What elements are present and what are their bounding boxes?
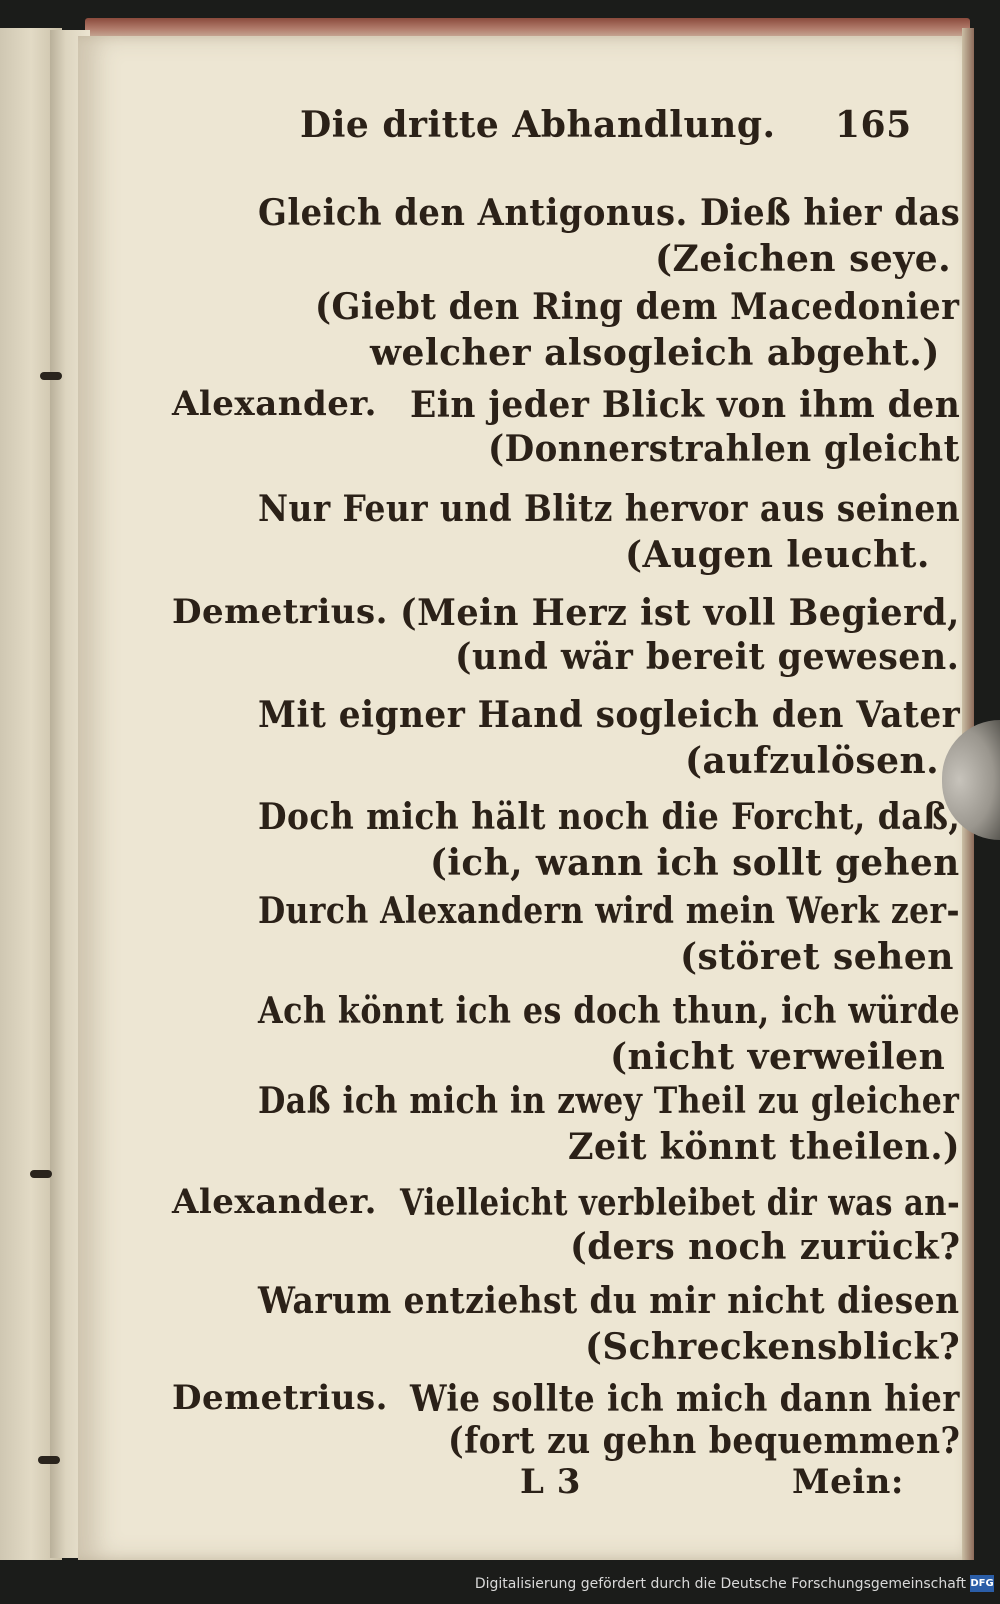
text-line: (störet sehen — [680, 936, 954, 978]
text-line: (Donnerstrahlen gleicht — [488, 428, 960, 470]
binding-hole — [40, 372, 62, 380]
text-line: (und wär bereit gewesen. — [455, 636, 960, 678]
text-line: (ich, wann ich sollt gehen — [430, 842, 960, 884]
text-line: (Augen leucht. — [625, 534, 930, 576]
text-line: (Mein Herz ist voll Begierd, — [400, 592, 960, 634]
page-number: 165 — [835, 104, 912, 146]
dfg-logo: DFG — [970, 1575, 994, 1592]
digitization-credit: Digitalisierung gefördert durch die Deutsche Forschungsgemeinschaft — [474, 1576, 966, 1592]
running-title: Die dritte Abhandlung. — [300, 104, 776, 146]
text-line: Wie sollte ich mich dann hier — [410, 1378, 960, 1420]
text-line: (Zeichen seye. — [655, 238, 952, 280]
text-line: (Schreckensblick? — [585, 1326, 961, 1368]
text-line: (ders noch zurück? — [570, 1226, 961, 1268]
text-line: (aufzulösen. — [685, 740, 940, 782]
binding-hole — [30, 1170, 52, 1178]
signature-mark: L 3 — [520, 1462, 581, 1502]
text-line: Vielleicht verbleibet dir was an- — [400, 1182, 961, 1224]
text-line: Doch mich hält noch die Forcht, daß, — [258, 796, 961, 838]
text-line: Daß ich mich in zwey Theil zu gleicher — [258, 1080, 960, 1122]
text-line: (fort zu gehn bequemmen? — [448, 1420, 961, 1462]
catchword: Mein: — [792, 1462, 904, 1502]
stage-direction: (Giebt den Ring dem Macedonier — [315, 286, 960, 328]
text-line: Warum entziehst du mir nicht diesen — [258, 1280, 960, 1322]
binding-hole — [38, 1456, 60, 1464]
text-line: (nicht verweilen — [610, 1036, 946, 1078]
speaker-name: Demetrius. — [172, 592, 388, 632]
speaker-name: Demetrius. — [172, 1378, 388, 1418]
text-line: Ach könnt ich es doch thun, ich würde — [258, 990, 961, 1032]
text-line: Zeit könnt theilen.) — [568, 1126, 961, 1168]
text-line: Gleich den Antigonus. Dieß hier das — [258, 192, 961, 234]
text-line: Nur Feur und Blitz hervor aus seinen — [258, 488, 961, 530]
text-line: Mit eigner Hand sogleich den Vater — [258, 694, 961, 736]
text-line: Ein jeder Blick von ihm den — [410, 384, 961, 426]
stage-direction: welcher alsogleich abgeht.) — [370, 332, 940, 374]
text-line: Durch Alexandern wird mein Werk zer- — [258, 890, 960, 932]
speaker-name: Alexander. — [172, 1182, 377, 1222]
speaker-name: Alexander. — [172, 384, 377, 424]
